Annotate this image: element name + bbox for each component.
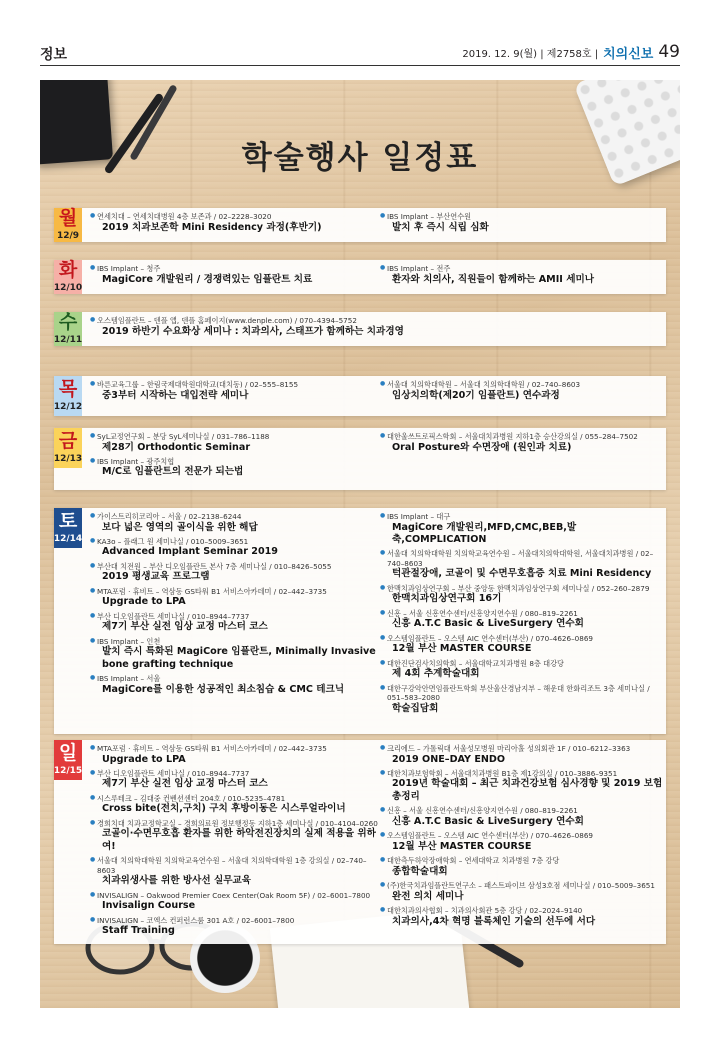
event-item <box>380 806 664 828</box>
event-title: 2019 ONE–DAY ENDO <box>392 753 506 765</box>
event-meta: ● MTA포럼 · 휴비트 – 역삼동 GS타워 B1 서비스아카데미 / 02–442–3735 <box>90 587 380 597</box>
event-item <box>90 212 380 234</box>
day-card-sun <box>54 740 666 944</box>
event-meta: ● 신흥 – 서울 신흥연수센터/신흥양지연수원 / 080–819–2261 <box>380 806 664 816</box>
event-meta: ● 대한측두하악장애학회 – 연세대학교 치과병원 7층 강당 <box>380 856 664 866</box>
event-meta: ● 대한치과보험학회 – 서울대치과병원 B1층 제1강의실 / 010–3886–9351 <box>380 769 664 779</box>
issue-info <box>462 42 680 62</box>
event-meta: ● 오스템임플란트 – 덴플 앱, 덴플 홈페이지(www.denple.com) / 070–4394–5752 <box>90 316 650 326</box>
event-meta: ● 바른교육그룹 – 한림국제대학원대학교(대치동) / 02–555–8155 <box>90 380 380 390</box>
event-item <box>380 634 664 656</box>
day-badge <box>54 508 82 548</box>
event-meta: ● (주)한국치과임플란트연구소 – 패스트파이브 삼성3호점 세미나실 / 010–5009–3651 <box>380 881 664 891</box>
events-left <box>90 432 380 482</box>
event-title: 2019년 학술대회 – 최근 치과건강보험 심사경향 및 2019 보험 총정리 <box>392 778 663 802</box>
event-meta: ● IBS Implant – 부산연수원 <box>380 212 664 222</box>
day-label: 수 <box>58 311 78 333</box>
event-title: 중3부터 시작하는 대입전략 세미나 <box>102 389 249 401</box>
event-title: 치과의사,4차 혁명 블록체인 기술의 선두에 서다 <box>392 915 596 927</box>
events-right <box>380 264 664 289</box>
event-meta: ● 신흥 – 서울 신흥연수센터/신흥양지연수원 / 080–819–2261 <box>380 609 664 619</box>
event-item <box>380 684 664 715</box>
event-meta: ● 크리에드 – 가톨릭대 서울성모병원 마리아홀 성의회관 1F / 010–6212–3363 <box>380 744 664 754</box>
day-badge <box>54 428 82 468</box>
event-title: 종합학술대회 <box>392 865 448 877</box>
day-label: 일 <box>58 742 78 764</box>
event-meta: ● 대한울쓰트로픽스학회 – 서울대치과병원 지하1층 승산강의실 / 055–284–7502 <box>380 432 664 442</box>
event-item <box>380 212 664 234</box>
events-right <box>380 512 664 718</box>
event-item <box>380 380 664 402</box>
event-item <box>380 584 664 606</box>
page-number: 49 <box>658 42 680 62</box>
day-card-thu <box>54 376 666 416</box>
events-left <box>90 264 380 289</box>
event-title: 12월 부산 MASTER COURSE <box>392 643 532 655</box>
day-card-mon <box>54 208 666 242</box>
event-item <box>90 856 380 887</box>
event-title: 발치 즉시 특화된 MagiCore 임플란트, Minimally Invasive bone grafting technique <box>102 646 376 670</box>
day-date: 12/10 <box>53 283 83 293</box>
event-title: 신흥 A.T.C Basic & LiveSurgery 연수회 <box>392 618 584 630</box>
event-meta: ● 한맥치과임상연구회 – 부산 중앙동 한맥치과임상연구회 세미나실 / 052–260–2879 <box>380 584 664 594</box>
event-meta: ● 대한구강악안면임플란트학회 부산울산경남지부 – 해운대 한화리조트 3층 세미나실 / 051–583–2080 <box>380 684 664 703</box>
event-meta: ● IBS Implant – 청주 <box>90 264 380 274</box>
event-item <box>380 831 664 853</box>
event-title: 학술집담회 <box>392 702 439 714</box>
event-title: 12월 부산 MASTER COURSE <box>392 840 532 852</box>
events-left <box>90 744 380 941</box>
event-meta: ● 부산대 치전원 – 부산 디오임플란트 본사 7층 세미나실 / 010–8426–5055 <box>90 562 380 572</box>
day-label: 화 <box>58 259 78 281</box>
event-meta: ● 대한진단검사치의학회 – 서울대학교치과병원 8층 대강당 <box>380 659 664 669</box>
day-date: 12/12 <box>53 402 83 412</box>
day-date: 12/9 <box>56 231 80 241</box>
event-item <box>90 744 380 766</box>
day-label: 토 <box>58 510 78 532</box>
events-left <box>90 316 650 341</box>
event-item <box>90 916 380 938</box>
event-meta: ● 오스템임플란트 – 오스템 AIC 연수센터(부산) / 070–4626–0869 <box>380 634 664 644</box>
event-title: Staff Training <box>102 925 175 937</box>
event-title: 제7기 부산 실전 임상 교정 마스터 코스 <box>102 621 268 633</box>
day-badge <box>54 208 82 242</box>
event-item <box>90 316 650 338</box>
event-title: 2019 평생교육 프로그램 <box>102 571 210 583</box>
day-badge <box>54 376 82 416</box>
event-meta: ● 대한치과의사협회 – 치과의사회관 5층 강당 / 02–2024–9140 <box>380 906 664 916</box>
event-item <box>90 794 380 816</box>
event-meta: ● IBS Implant – 대구 <box>380 512 664 522</box>
event-meta: ● 오스템임플란트 – 오스템 AIC 연수센터(부산) / 070–4626–0869 <box>380 831 664 841</box>
event-title: 발치 후 즉시 식립 심화 <box>392 221 489 233</box>
event-meta: ● 시스루테크 – 김대중 컨벤션센터 204호 / 010–5235–4781 <box>90 794 380 804</box>
day-badge <box>54 312 82 346</box>
events-left <box>90 512 380 699</box>
events-right <box>380 744 664 931</box>
event-item <box>380 549 664 580</box>
event-item <box>90 562 380 584</box>
event-title: 한맥치과임상연구회 16기 <box>392 593 502 605</box>
event-meta: ● IBS Implant – 광주치협 <box>90 457 380 467</box>
day-badge <box>54 740 82 780</box>
day-card-fri <box>54 428 666 490</box>
event-title: Oral Posture와 수면장애 (원인과 치료) <box>392 441 572 453</box>
event-meta: ● 부산 디오임플란트 세미나실 / 010–8944–7737 <box>90 769 380 779</box>
event-title: 환자와 치의사, 직원들이 함께하는 AMII 세미나 <box>392 273 595 285</box>
day-label: 금 <box>58 430 78 452</box>
event-title: Upgrade to LPA <box>102 753 186 765</box>
event-item <box>380 512 664 546</box>
event-title: 제 4회 추계학술대회 <box>392 668 480 680</box>
event-title: 코골이·수면무호흡 환자를 위한 하악전진장치의 실제 적용을 위하여! <box>102 828 376 852</box>
event-title: 턱관절장애, 코골이 및 수면무호흡증 치료 Mini Residency <box>392 568 652 580</box>
event-title: Cross bite(전치,구치) 구치 후방이동은 시스루얼라이너 <box>102 803 346 815</box>
event-title: 2019 치과보존학 Mini Residency 과정(후반기) <box>102 221 322 233</box>
day-card-tue <box>54 260 666 294</box>
event-item <box>380 744 664 766</box>
event-meta: ● IBS Implant – 전주 <box>380 264 664 274</box>
event-title: Advanced Implant Seminar 2019 <box>102 546 278 558</box>
event-item <box>380 264 664 286</box>
event-meta: ● 서울대 치의학대학원 치의학교육연수원 – 서울대 치의학대학원 1층 강의실 / 02–740–8603 <box>90 856 380 875</box>
page-title: 학술행사 일정표 <box>241 140 479 176</box>
events-left <box>90 380 380 405</box>
event-item <box>90 637 380 671</box>
event-meta: ● IBS Implant – 인천 <box>90 637 380 647</box>
event-title: MagiCore 개발원리 / 경쟁력있는 임플란트 치료 <box>102 273 313 285</box>
event-meta: ● 가이스트리히코리아 – 서울 / 02–2138–6244 <box>90 512 380 522</box>
day-date: 12/11 <box>53 335 83 345</box>
event-title: Invisalign Course <box>102 900 196 912</box>
event-title: M/C로 임플란트의 전문가 되는법 <box>102 466 244 478</box>
day-badge <box>54 260 82 294</box>
schedule-board <box>40 80 680 1008</box>
event-item <box>90 819 380 853</box>
events-left <box>90 212 380 237</box>
event-item <box>380 432 664 454</box>
event-meta: ● 부산 디오임플란트 세미나실 / 010–8944–7737 <box>90 612 380 622</box>
event-meta: ● MTA포럼 · 휴비트 – 역삼동 GS타워 B1 서비스아카데미 / 02–442–3735 <box>90 744 380 754</box>
paper-name: 치의신보 <box>603 46 654 62</box>
event-title: 신흥 A.T.C Basic & LiveSurgery 연수회 <box>392 815 584 827</box>
event-meta: ● 서울대 치의학대학원 – 서울대 치의학대학원 / 02–740–8603 <box>380 380 664 390</box>
day-date: 12/15 <box>53 766 83 776</box>
event-item <box>90 537 380 559</box>
event-title: MagiCore를 이용한 성공적인 최소침습 & CMC 테크닉 <box>102 683 345 695</box>
event-item <box>90 891 380 913</box>
event-meta: ● SyL교정연구회 – 분당 SyL세미나실 / 031–786–1188 <box>90 432 380 442</box>
event-item <box>380 881 664 903</box>
event-item <box>90 674 380 696</box>
section-label: 정보 <box>40 47 68 63</box>
event-title: 완전 의치 세미나 <box>392 890 464 902</box>
event-title: 2019 하반기 수요화상 세미나 : 치과의사, 스태프가 함께하는 치과경영 <box>102 325 404 337</box>
day-card-sat <box>54 508 666 734</box>
event-title: 보다 넓은 영역의 골이식을 위한 해답 <box>102 521 258 533</box>
event-title: 치과위생사를 위한 방사선 실무교육 <box>102 875 252 887</box>
event-item <box>90 432 380 454</box>
event-item <box>380 609 664 631</box>
day-date: 12/13 <box>53 454 83 464</box>
event-title: MagiCore 개발원리,MFD,CMC,BEB,발축,COMPLICATION <box>392 521 577 545</box>
event-meta: ● KA3o – 플래그 원 세미나실 / 010–5009–3651 <box>90 537 380 547</box>
event-item <box>380 856 664 878</box>
event-meta: ● 서울대 치의학대학원 치의학교육연수원 – 서울대치의학대학원, 서울대치과병원 / 02–740–8603 <box>380 549 664 568</box>
page-header <box>40 40 680 66</box>
event-item <box>90 587 380 609</box>
event-item <box>90 457 380 479</box>
issue-date: 2019. 12. 9(월) | 제2758호 | <box>462 48 599 60</box>
event-item <box>380 769 664 803</box>
event-title: 임상치의학(제20기 임플란트) 연수과정 <box>392 389 560 401</box>
event-item <box>90 769 380 791</box>
event-item <box>380 659 664 681</box>
day-label: 월 <box>58 207 78 229</box>
event-meta: ● IBS Implant – 서울 <box>90 674 380 684</box>
day-date: 12/14 <box>53 534 83 544</box>
day-label: 목 <box>58 378 78 400</box>
event-item <box>90 512 380 534</box>
event-title: Upgrade to LPA <box>102 596 186 608</box>
event-item <box>90 612 380 634</box>
event-item <box>90 380 380 402</box>
event-item <box>90 264 380 286</box>
day-card-wed <box>54 312 666 346</box>
events-right <box>380 212 664 237</box>
events-right <box>380 432 664 457</box>
event-title: 제28기 Orthodontic Seminar <box>102 441 251 453</box>
event-item <box>380 906 664 928</box>
event-title: 제7기 부산 실전 임상 교정 마스터 코스 <box>102 778 268 790</box>
event-meta: ● INVISALIGN – 코엑스 컨퍼런스룸 301 A호 / 02–6001–7800 <box>90 916 380 926</box>
events-right <box>380 380 664 405</box>
event-meta: ● 연세치대 – 연세치대병원 4층 보존과 / 02–2228–3020 <box>90 212 380 222</box>
event-meta: ● INVISALIGN – Oakwood Premier Coex Center(Oak Room 5F) / 02–6001–7800 <box>90 891 380 901</box>
event-meta: ● 경희치대 치과교정학교실 – 경희의료원 정보행정동 지하1층 세미나실 / 010–4104–0260 <box>90 819 380 829</box>
